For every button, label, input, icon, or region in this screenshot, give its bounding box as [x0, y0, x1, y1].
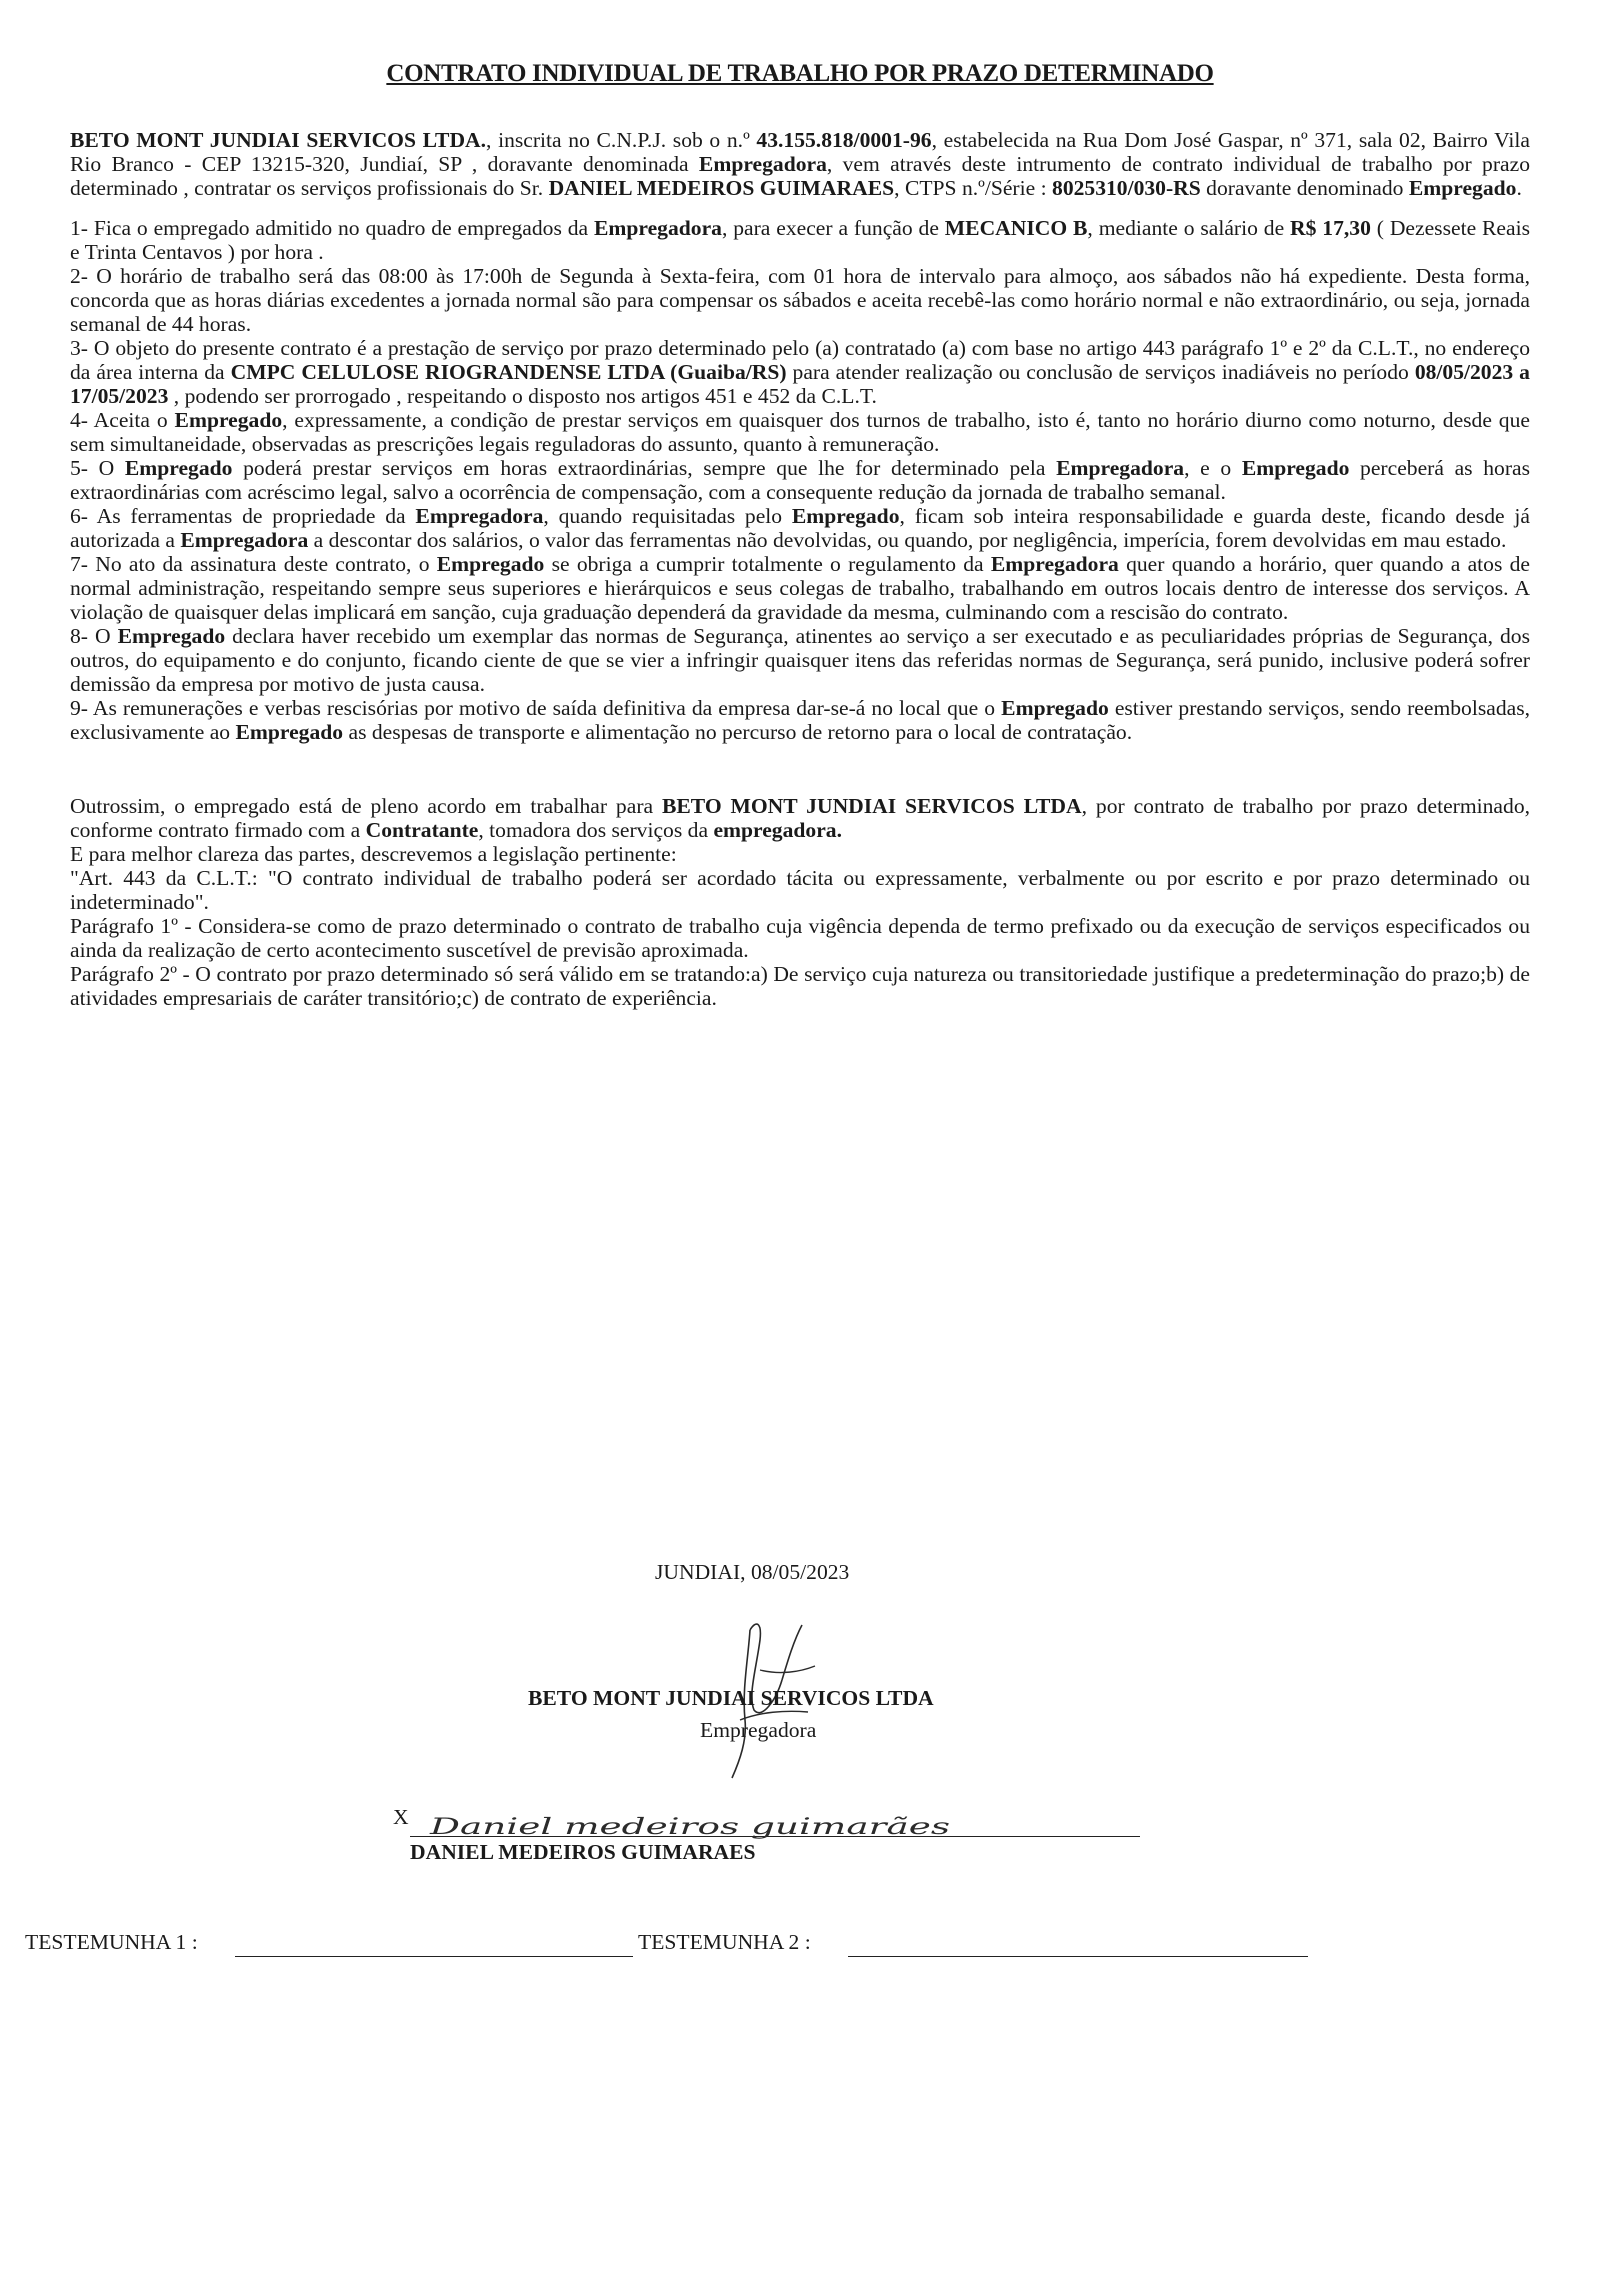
clarity-line: E para melhor clareza das partes, descrevemos a legislação pertinente:: [70, 842, 677, 866]
ctps-number: 8025310/030-RS: [1052, 176, 1201, 200]
document-title: CONTRATO INDIVIDUAL DE TRABALHO POR PRAZO DETERMINADO: [386, 60, 1214, 87]
clause-1: 1- Fica o empregado admitido no quadro de empregados da Empregadora, para execer a função de MECANICO B, mediante o salário de R$ 17,30 ( Dezessete Reais e Trinta Centavos ) por hora .: [70, 216, 1530, 264]
clause-4: 4- Aceita o Empregado, expressamente, a condição de prestar serviços em quaisquer dos turnos de trabalho, isto é, tanto no horário diurno como noturno, desde que sem simultaneidade, observadas as prescrições legais reguladoras do assunto, quanto à remuneração.: [70, 408, 1530, 456]
clause-7: 7- No ato da assinatura deste contrato, o Empregado se obriga a cumprir totalmente o regulamento da Empregadora quer quando a horário, quer quando a atos de normal administração, respeitando sempre seus superiores e hierárquicos e seus colegas de trabalho, trabalhando em outros locais dentro de interesse dos serviços. A violação de quaisquer delas implicará em sanção, cuja graduação dependerá da gravidade da mesma, culminando com a rescisão do contrato.: [70, 552, 1530, 624]
cnpj: 43.155.818/0001-96: [756, 128, 932, 152]
witness-1-label: TESTEMUNHA 1 :: [25, 1930, 198, 1954]
outrossim-paragraph: Outrossim, o empregado está de pleno acordo em trabalhar para BETO MONT JUNDIAI SERVICOS LTDA, por contrato de trabalho por prazo determinado, conforme contrato firmado com a Contratante, tomadora dos serviços da empregadora.: [70, 794, 1531, 842]
employee-name: DANIEL MEDEIROS GUIMARAES: [548, 176, 895, 200]
signature-x-mark: X: [393, 1805, 409, 1829]
paragraph-1: Parágrafo 1º - Considera-se como de prazo determinado o contrato de trabalho cuja vigência dependa de termo prefixado ou da execução de serviços especificados ou ainda da realização de certo acontecimento suscetível de previsão aproximada.: [70, 914, 1530, 962]
employee-handwriting: Daniel medeiros guimarães: [428, 1815, 950, 1840]
contract-body: [70, 128, 1530, 1010]
employee-signatory: DANIEL MEDEIROS GUIMARAES: [410, 1840, 756, 1864]
witness-2-line: [848, 1956, 1308, 1957]
clause-5: 5- O Empregado poderá prestar serviços em horas extraordinárias, sempre que lhe for determinado pela Empregadora, e o Empregado perceberá as horas extraordinárias com acréscimo legal, salvo a ocorrência de compensação, com a consequente redução da jornada de trabalho semanal.: [70, 456, 1530, 504]
company-name: BETO MONT JUNDIAI SERVICOS LTDA.: [70, 128, 487, 152]
art-443: "Art. 443 da C.L.T.: "O contrato individual de trabalho poderá ser acordado tácita ou expressamente, verbalmente ou por escrito e por prazo determinado ou indeterminado".: [70, 866, 1530, 914]
witness-1-line: [235, 1956, 633, 1957]
company-signatory: BETO MONT JUNDIAI SERVICOS LTDA: [528, 1686, 934, 1710]
salary: R$ 17,30: [1290, 216, 1371, 240]
clause-9: 9- As remunerações e verbas rescisórias por motivo de saída definitiva da empresa dar-se-á no local que o Empregado estiver prestando serviços, sendo reembolsadas, exclusivamente ao Empregado as despesas de transporte e alimentação no percurso de retorno para o local de contratação.: [70, 696, 1531, 744]
job-role: MECANICO B: [944, 216, 1088, 240]
clause-2: 2- O horário de trabalho será das 08:00 às 17:00h de Segunda à Sexta-feira, com 01 hora de intervalo para almoço, aos sábados não há expediente. Desta forma, concorda que as horas diárias excedentes a jornada normal são para compensar os sábados e aceita recebê-las como horário normal e não extraordinário, ou seja, jornada semanal de 44 horas.: [70, 264, 1530, 336]
clause-6: 6- As ferramentas de propriedade da Empregadora, quando requisitadas pelo Empregado, ficam sob inteira responsabilidade e guarda deste, ficando desde já autorizada a Empregadora a descontar dos salários, o valor das ferramentas não devolvidas, ou quando, por negligência, imperícia, forem devolvidas em mau estado.: [70, 504, 1530, 552]
contract-period: 08/05/2023 a 17/05/2023: [70, 360, 1530, 408]
client-name: CMPC CELULOSE RIOGRANDENSE LTDA (Guaiba/RS): [230, 360, 787, 384]
witness-2-label: TESTEMUNHA 2 :: [638, 1930, 811, 1954]
paragraph-2: Parágrafo 2º - O contrato por prazo determinado só será válido em se tratando:a) De serviço cuja natureza ou transitoriedade justifique a predeterminação do prazo;b) de atividades empresariais de caráter transitório;c) de contrato de experiência.: [70, 962, 1530, 1010]
clause-8: 8- O Empregado declara haver recebido um exemplar das normas de Segurança, atinentes ao serviço a ser executado e as peculiaridades próprias de Segurança, dos outros, do equipamento e do conjunto, ficando ciente de que se vier a infringir quaisquer itens das referidas normas de Segurança, será punido, inclusive poderá sofrer demissão da empresa por motivo de justa causa.: [70, 624, 1530, 696]
employee-signature: [430, 1804, 970, 1844]
place-date: JUNDIAI, 08/05/2023: [655, 1560, 850, 1584]
clause-3: 3- O objeto do presente contrato é a prestação de serviço por prazo determinado pelo (a) contratado (a) com base no artigo 443 parágrafo 1º e 2º da C.L.T., no endereço da área interna da CMPC CELULOSE RIOGRANDENSE LTDA (Guaiba/RS) para atender realização ou conclusão de serviços inadiáveis no período 08/05/2023 a 17/05/2023 , podendo ser prorrogado , respeitando o disposto nos artigos 451 e 452 da C.L.T.: [70, 336, 1530, 408]
intro-paragraph: BETO MONT JUNDIAI SERVICOS LTDA., inscrita no C.N.P.J. sob o n.º 43.155.818/0001-96, estabelecida na Rua Dom José Gaspar, nº 371, sala 02, Bairro Vila Rio Branco - CEP 13215-320, Jundiaí, SP , doravante denominada Empregadora, vem através deste intrumento de contrato individual de trabalho por prazo determinado , contratar os serviços profissionais do Sr. DANIEL MEDEIROS GUIMARAES, CTPS n.º/Série : 8025310/030-RS doravante denominado Empregado.: [70, 128, 1530, 200]
company-role-label: Empregadora: [700, 1718, 817, 1742]
